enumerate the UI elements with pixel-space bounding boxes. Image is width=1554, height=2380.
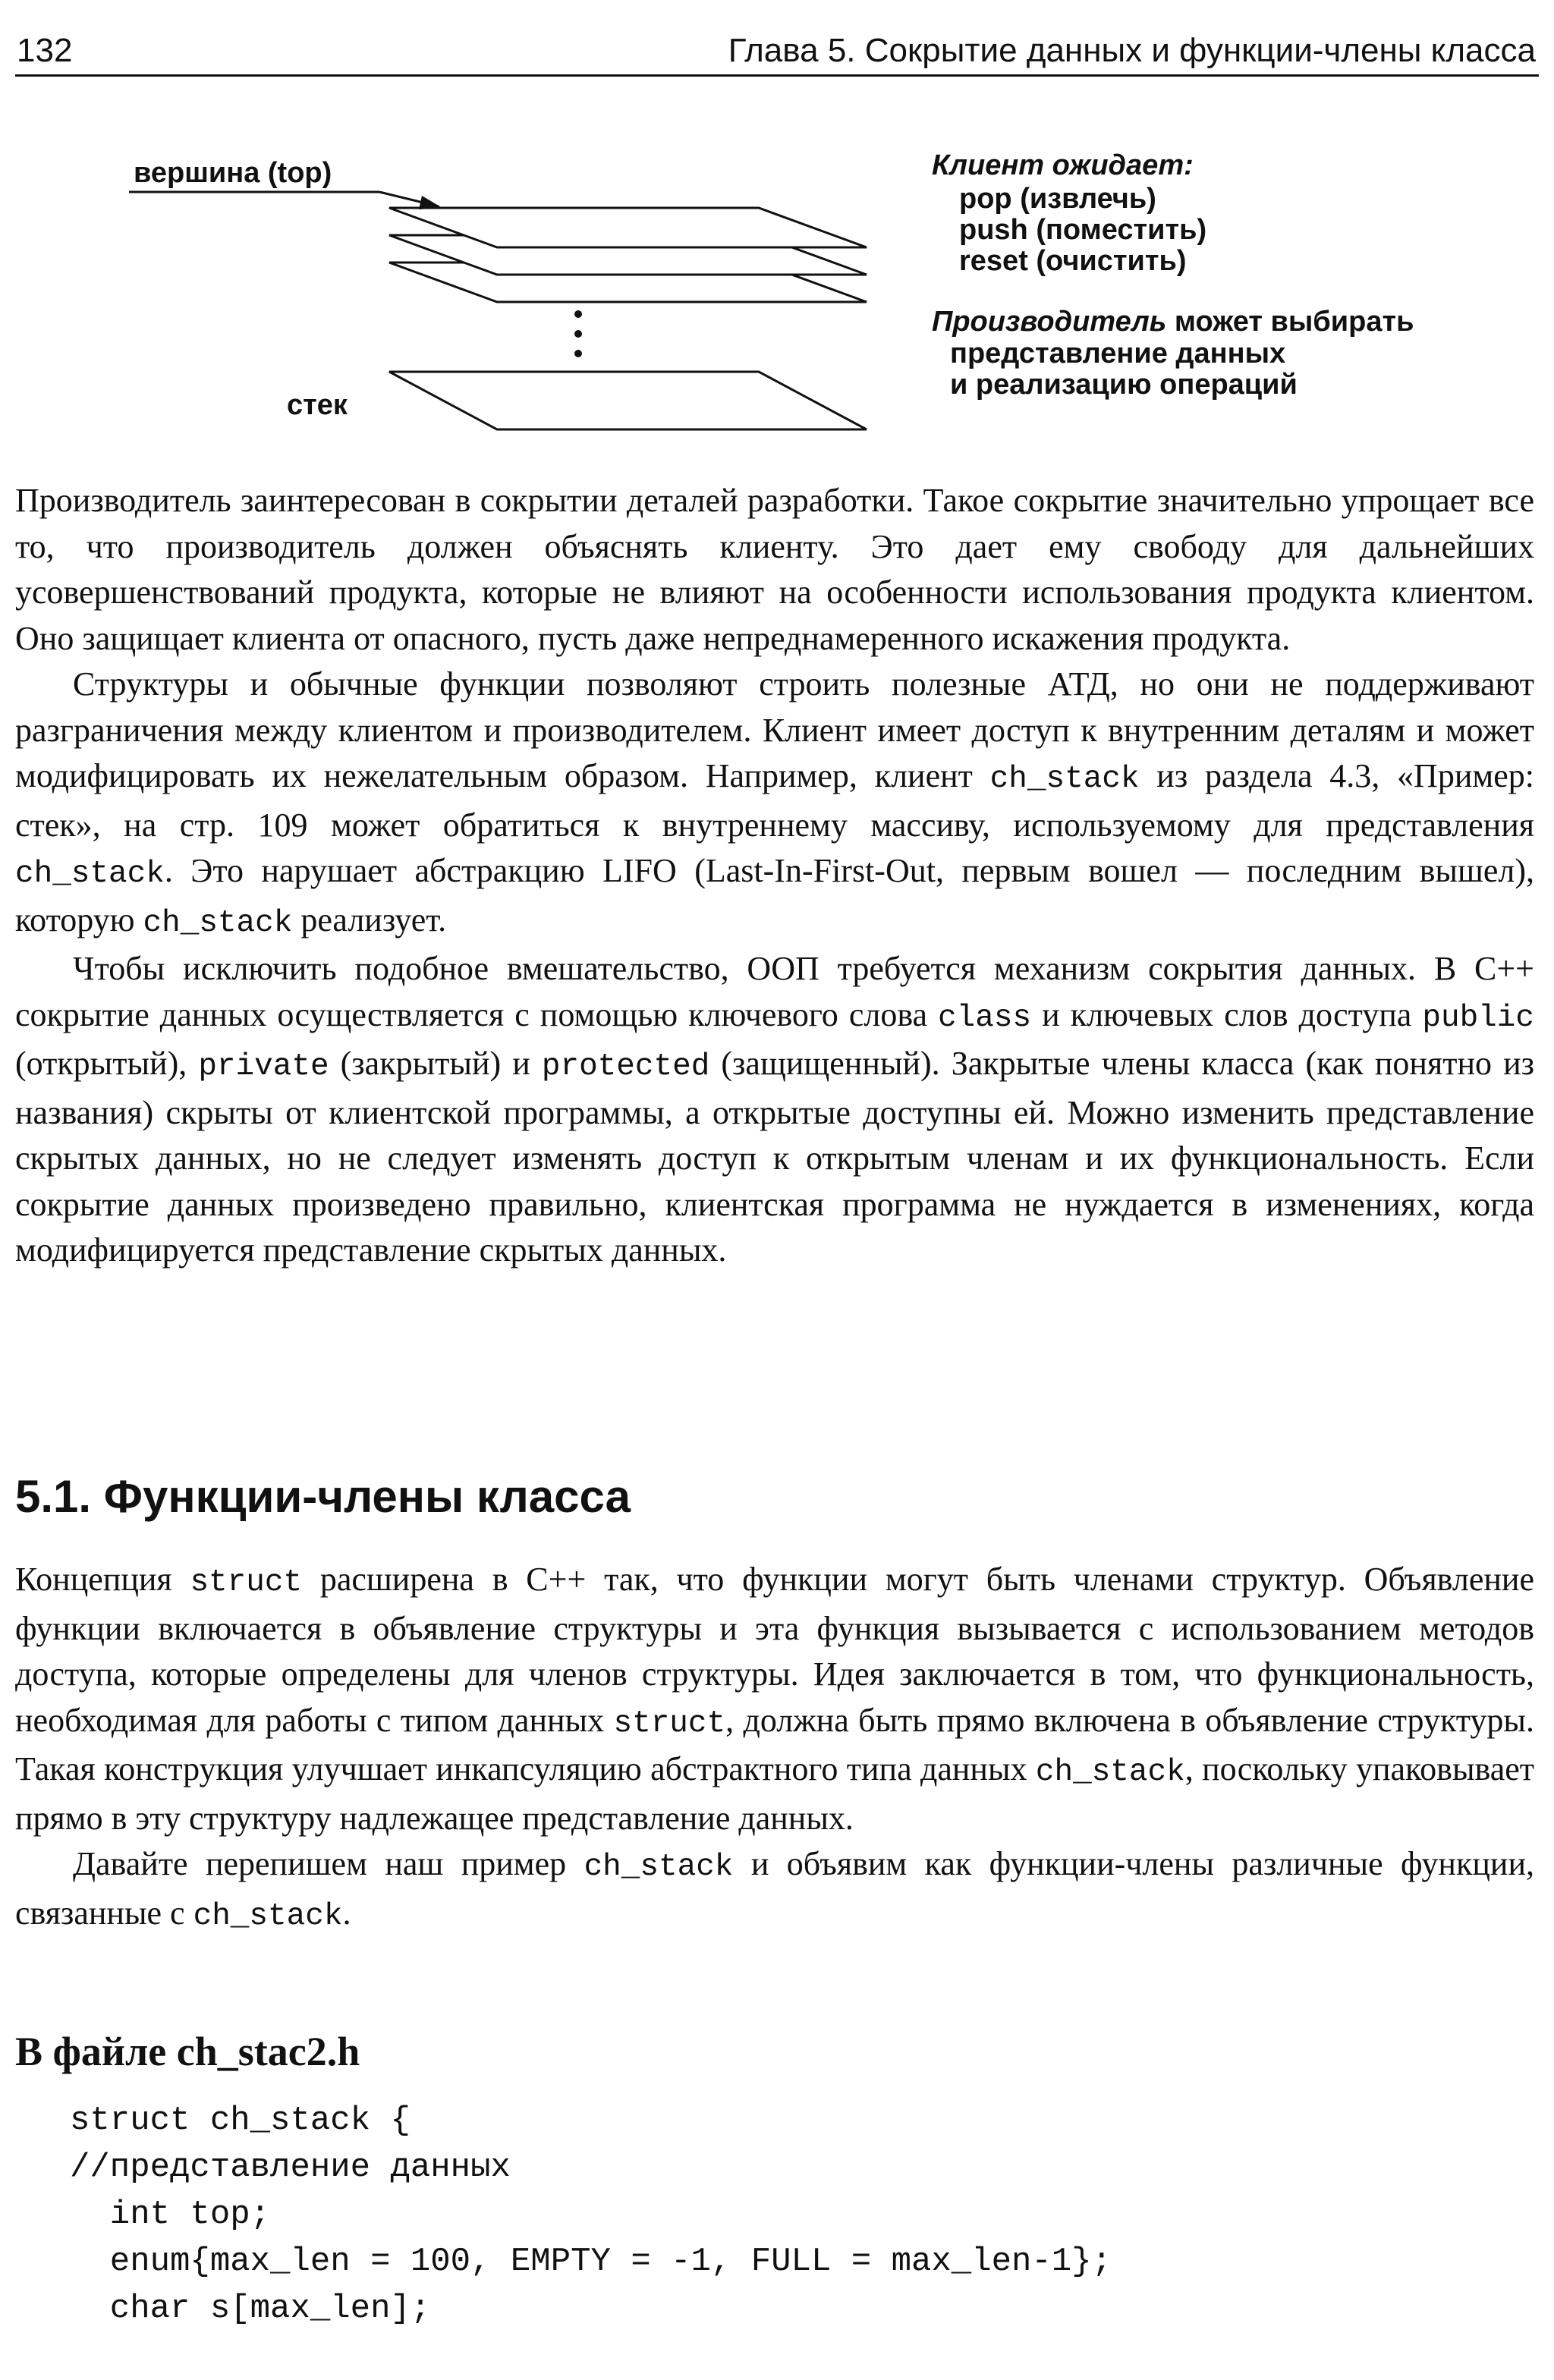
text-run: и ключевых слов доступа (1031, 995, 1423, 1033)
top-label: вершина (top) (134, 157, 332, 189)
producer-line-2: и реализацию операций (950, 369, 1298, 401)
client-operations-list (959, 184, 1206, 277)
producer-lines (950, 338, 1298, 401)
text-run: (закрытый) и (329, 1045, 542, 1082)
paragraph-structures (15, 662, 1534, 946)
body-text-intro (15, 478, 1534, 1274)
code-inline: public (1422, 1000, 1534, 1036)
text-run: (защищенный). Закрытые члены класса (как понятно из названия) скрыты от клиентской программы, а открытые доступны ей. Можно изменить представление скрытых данных, но не следует изменять доступ к открытым членам и их функциональность. Если сокрытие данных произведено правильно, клиентская программа не нуждается в изменениях, когда модифицируется представление скрытых данных. (15, 1045, 1534, 1269)
section-heading: 5.1. Функции-члены класса (15, 1471, 631, 1522)
text-run: и объявим как функции-члены различные функции, связанные с (15, 1845, 1534, 1932)
text-run: , поскольку упаковывает прямо в эту структуру надлежащее представление данных. (15, 1750, 1534, 1837)
code-inline: ch_stack (15, 857, 165, 891)
paragraph-rewrite-example (15, 1841, 1534, 1939)
producer-line-1: представление данных (950, 338, 1286, 369)
text-run: Чтобы исключить подобное вмешательство, ООП требуется механизм сокрытия данных. В C++ сокрытие данных осуществляется с помощью ключевого слова (15, 950, 1534, 1033)
text-run: расширена в C++ так, что функции могут быть членами структур. Объявление функции включается в объявление структуры и эта функция вызывается с использованием методов доступа, которые определены для членов структуры. Идея заключается в том, что функциональность, необходимая для работы с типом данных (15, 1561, 1534, 1739)
client-op-push: push (поместить) (959, 214, 1207, 246)
text-run: реализует. (292, 901, 447, 938)
code-line: enum{max_len = 100, EMPTY = -1, FULL = max_len-1}; (70, 2243, 1112, 2281)
page-number: 132 (17, 32, 73, 69)
code-inline: private (198, 1049, 329, 1084)
client-heading-rest: ожидает: (1044, 149, 1194, 181)
file-heading: В файле ch_stac2.h (15, 2029, 360, 2074)
code-inline: struct (190, 1565, 303, 1600)
code-line: //представление данных (70, 2149, 511, 2187)
code-inline: ch_stack (143, 905, 293, 941)
code-inline: ch_stack (989, 762, 1140, 797)
client-word: Клиент (932, 149, 1045, 181)
paragraph-data-hiding (15, 946, 1534, 1274)
code-line: char s[max_len]; (70, 2290, 431, 2328)
code-line: struct ch_stack { (70, 2102, 411, 2139)
stack-label: стек (287, 389, 348, 421)
stack-plate (389, 372, 867, 429)
code-inline: ch_stack (193, 1898, 343, 1934)
text-run: . (342, 1894, 351, 1932)
client-op-reset: reset (очистить) (959, 245, 1187, 277)
code-inline: struct (613, 1706, 726, 1741)
producer-heading-rest: может выбирать (1166, 306, 1414, 338)
stack-diagram (0, 114, 1554, 463)
code-line: int top; (70, 2196, 271, 2234)
code-inline: ch_stack (1035, 1755, 1185, 1790)
text-run: . Это нарушает абстракцию LIFO (Last-In-First-Out, первым вошел — последним вышел), которую (15, 852, 1534, 938)
client-heading (932, 149, 1194, 182)
code-inline: class (938, 1000, 1032, 1036)
code-inline: protected (541, 1049, 710, 1084)
producer-word: Производитель (932, 306, 1167, 338)
running-header (15, 27, 1539, 77)
paragraph-producer-interest: Производитель заинтересован в сокрытии деталей разработки. Такое сокрытие значительно упрощает все то, что производитель должен объяснять клиенту. Это дает ему свободу для дальнейших усовершенствований продукта, которые не влияют на особенности использования продукта клиентом. Оно защищает клиента от опасного, пусть даже непреднамеренного искажения продукта. (15, 482, 1534, 657)
top-arrow-line (129, 192, 439, 206)
text-run: Концепция (15, 1561, 190, 1598)
body-text-section (15, 1557, 1534, 1939)
text-run: (открытый), (15, 1045, 199, 1082)
client-op-pop: pop (извлечь) (959, 183, 1156, 215)
text-run: Структуры и обычные функции позволяют строить полезные АТД, но они не поддерживают разграничения между клиентом и производителем. Клиент имеет доступ к внутренним деталям и может модифицировать их нежелательным образом. Например, клиент (15, 665, 1534, 794)
code-listing (70, 2097, 1112, 2332)
text-run: , должна быть прямо включена в объявление структуры. Такая конструкция улучшает инкапсуляцию абстрактного типа данных (15, 1701, 1534, 1787)
producer-heading (932, 305, 1414, 338)
top-arrowhead (419, 196, 442, 209)
paragraph-struct-concept (15, 1557, 1534, 1841)
ellipsis-dots (574, 310, 582, 357)
code-inline: ch_stack (584, 1850, 734, 1885)
text-run: Давайте перепишем наш пример (73, 1845, 584, 1882)
text-run: из раздела 4.3, «Пример: стек», на стр. 109 может обратиться к внутреннему массиву, используемому для представления (15, 757, 1534, 844)
chapter-title: Глава 5. Сокрытие данных и функции-члены класса (728, 32, 1536, 69)
